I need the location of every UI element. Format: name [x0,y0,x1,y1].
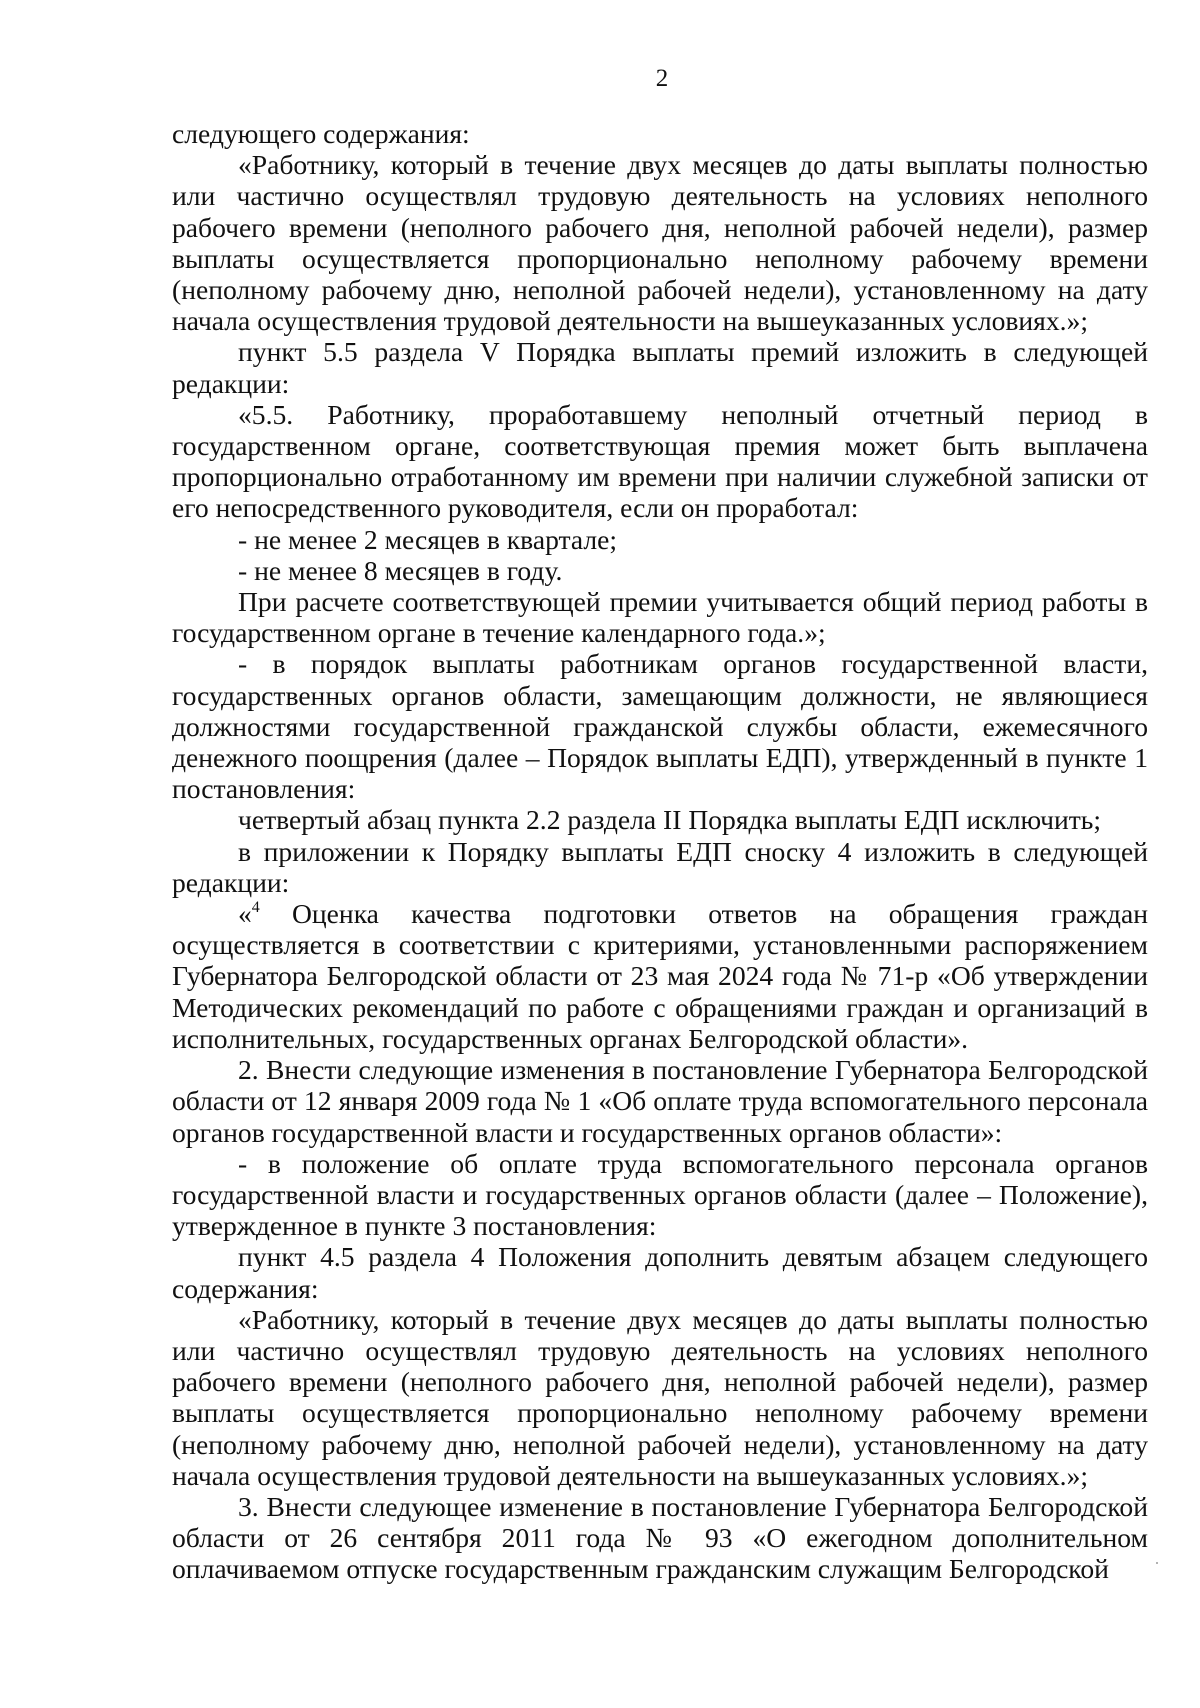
page-number: 2 [655,65,669,92]
footnote-paragraph [172,898,1148,1054]
scan-speck [1156,1562,1158,1564]
paragraph: пункт 5.5 раздела V Порядка выплаты премий изложить в следующей редакции: [172,336,1148,399]
footnote-text: Оценка качества подготовки ответов на обращения граждан осуществляется в соответствии с критериями, установленными распоряжением Губернатора Белгородской области от 23 мая 2024 года № 71-р «Об утверждении Методических рекомендаций по работе с обращениями граждан и организаций в исполнительных, государственных органах Белгородской области». [172,898,1148,1054]
paragraph: четвертый абзац пункта 2.2 раздела II Порядка выплаты ЕДП исключить; [238,804,1102,836]
paragraph: следующего содержания: [172,118,470,149]
paragraph: в приложении к Порядку выплаты ЕДП сноску 4 изложить в следующей редакции: [172,835,1148,898]
paragraph: «5.5. Работнику, проработавшему неполный отчетный период в государственном органе, соответствующая премия может быть выплачена пропорционально отработанному им времени при наличии служебной записки от его непосредственного руководителя, если он проработал: [172,398,1148,524]
paragraph: 2. Внести следующие изменения в постановление Губернатора Белгородской области от 12 января 2009 года № 1 «Об оплате труда вспомогательного персонала органов государственной власти и государственных органов области»: [172,1054,1148,1148]
opening-quote: « [238,898,252,930]
paragraph: 3. Внести следующее изменение в постановление Губернатора Белгородской области от 26 сентября 2011 года № 93 «О ежегодном дополнительном оплачиваемом отпуске государственным гражданским служащим Белгородской [172,1490,1148,1585]
paragraph: - в порядок выплаты работникам органов государственной власти, государственных органов области, замещающим должности, не являющиеся должностями государственной гражданской службы области, ежемесячного денежного поощрения (далее – Порядок выплаты ЕДП), утвержденный в пункте 1 постановления: [172,648,1148,805]
paragraph: - не менее 8 месяцев в году. [238,554,563,586]
footnote-marker: 4 [251,899,260,917]
paragraph: «Работнику, который в течение двух месяцев до даты выплаты полностью или частично осуществлял трудовую деятельность на условиях неполного рабочего времени (неполного рабочего дня, неполной рабочей недели), размер выплаты осуществляется пропорционально неполному рабочему времени (неполному рабочему дню, неполной рабочей недели), установленному на дату начала осуществления трудовой деятельности на вышеуказанных условиях.»; [172,149,1148,337]
paragraph: - в положение об оплате труда вспомогательного персонала органов государственной власти и государственных органов области (далее – Положение), утвержденное в пункте 3 постановления: [172,1147,1148,1242]
document-body [172,118,1148,1585]
paragraph: При расчете соответствующей премии учитывается общий период работы в государственном органе в течение календарного года.»; [172,586,1148,649]
paragraph: пункт 4.5 раздела 4 Положения дополнить девятым абзацем следующего содержания: [172,1241,1148,1304]
paragraph: «Работнику, который в течение двух месяцев до даты выплаты полностью или частично осуществлял трудовую деятельность на условиях неполного рабочего времени (неполного рабочего дня, неполной рабочей недели), размер выплаты осуществляется пропорционально неполному рабочему времени (неполному рабочему дню, неполной рабочей недели), установленному на дату начала осуществления трудовой деятельности на вышеуказанных условиях.»; [172,1303,1148,1491]
paragraph: - не менее 2 месяцев в квартале; [238,523,618,555]
